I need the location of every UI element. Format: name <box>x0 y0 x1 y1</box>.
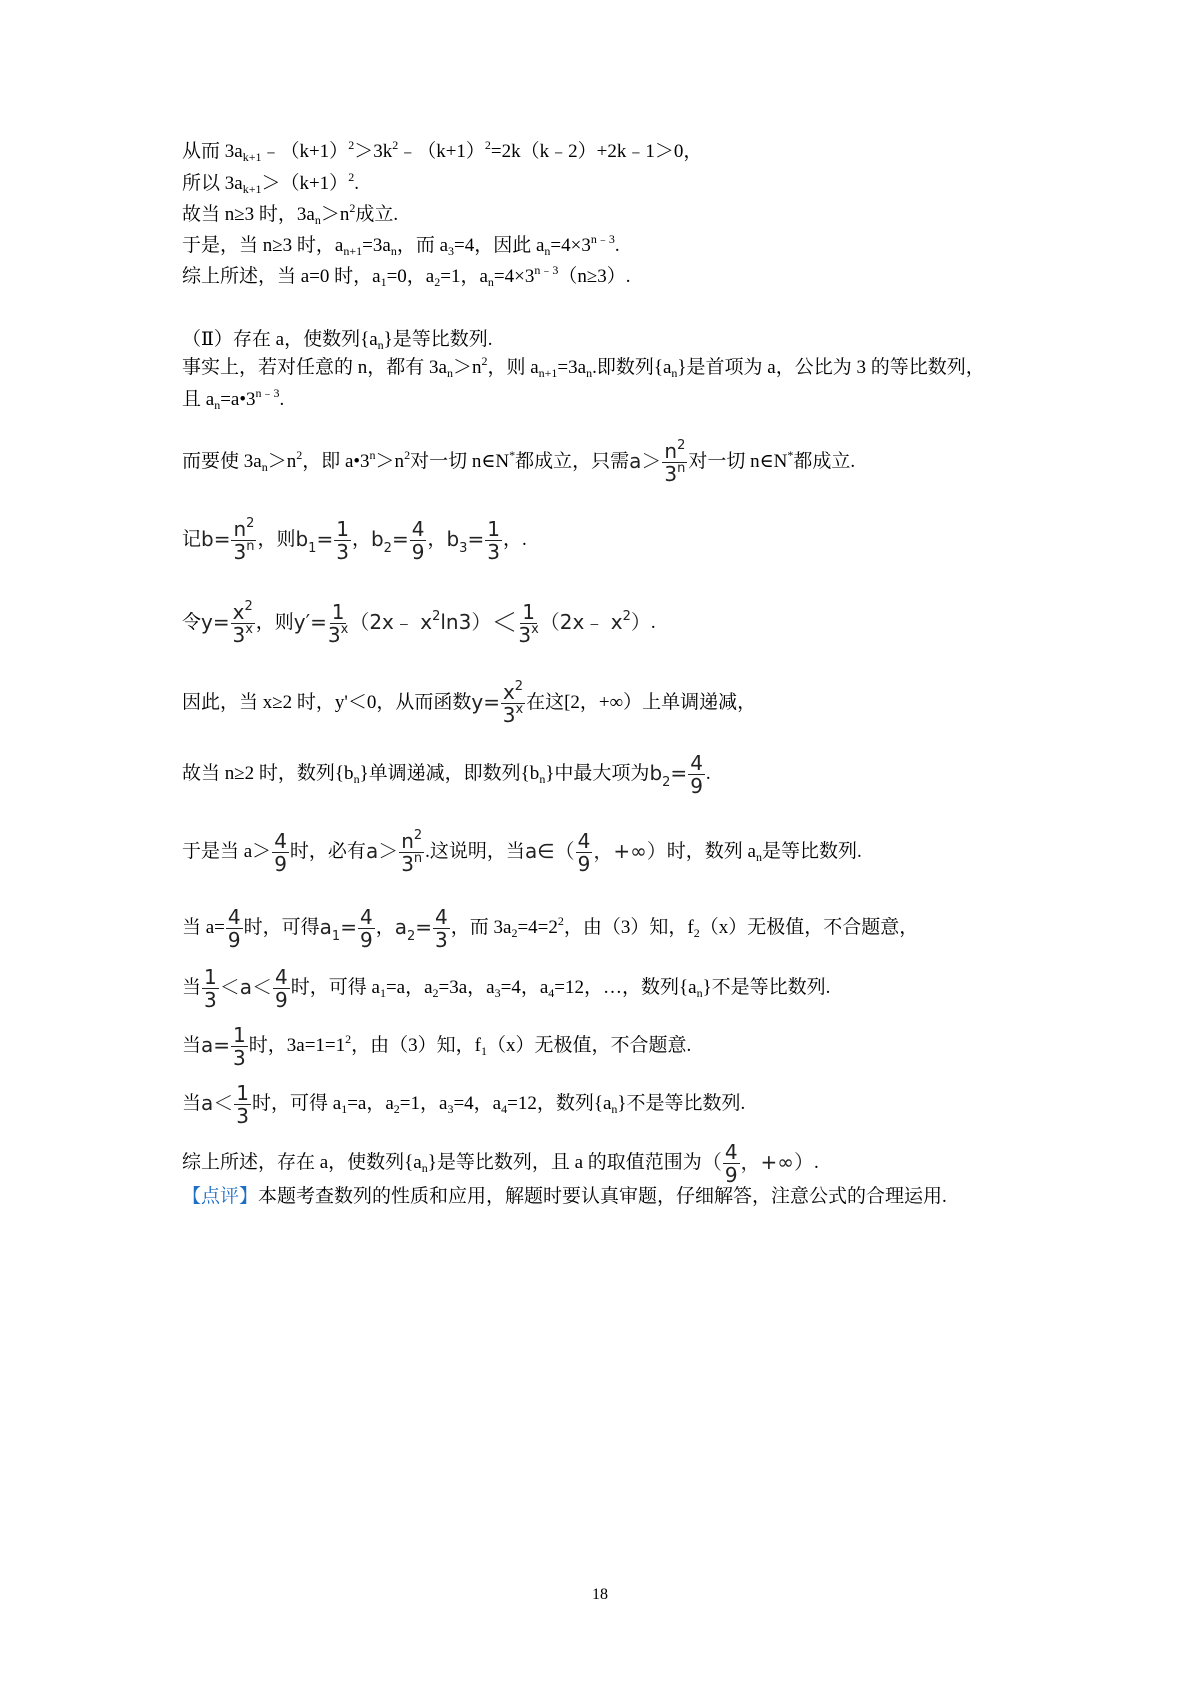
review-tag: 【点评】 <box>182 1186 259 1207</box>
formula-b3: $b_3=$ $\frac{1}{3}$ <box>446 517 500 564</box>
formula-range-third-to-four-ninths: $\frac{1}{3}$ ＜a＜ $\frac{4}{9}$ <box>204 965 288 1012</box>
formula-y-derivative: y′= $\frac{1}{3^x}$ （2x﹣ $x^2\ln 3)<$ $\frac{1}{3^x}$ （2x﹣ $x^2$） <box>293 600 651 647</box>
text-line: 综上所述，存在 a，使数列$\{a_n\}$是等比数列，且 a 的取值范围为（ $\frac{4}{9}$ ，+∞）. <box>182 1140 819 1187</box>
formula-a-gt-n2-over-3n: a＞ $\frac{n^2}{3^n}$ <box>365 828 423 876</box>
text-line: 故当 n≥2 时，数列$\{b_n\}$单调递减，即数列$\{b_n\}$中最大项为$b_2=$ $\frac{4}{9}$ . <box>182 751 711 798</box>
formula-a-eq-third: a= $\frac{1}{3}$ <box>201 1023 246 1070</box>
text-line: 当 $\frac{1}{3}$ ＜a＜ $\frac{4}{9}$ 时，可得 $a_1=a$，$a_2=3a$，$a_3=4$，$a_4=12$，…，数列$\{a_n\}$不是等比数列. <box>182 965 831 1012</box>
text-line: 当a＜ $\frac{1}{3}$ 时，可得 $a_1=a$，$a_2=1$，$a_3=4$，$a_4=12$，数列$\{a_n\}$不是等比数列. <box>182 1081 746 1128</box>
text-line: 记b= $\frac{n^2}{3^n}$ ，则$b_1=$ $\frac{1}{3}$ ，$b_2=$ $\frac{4}{9}$ ，$b_3=$ $\frac{1}{3}$ ，. <box>182 516 527 564</box>
text-line: 综上所述，当 a=0 时，$a_1=0$，$a_2=1$，$a_n=4\times 3^{n﹣3}(n\ge 3)$. <box>182 263 631 289</box>
formula-a-lt-third: a＜ $\frac{1}{3}$ <box>201 1081 250 1128</box>
text-line: 当 a= $\frac{4}{9}$ 时，可得$a_1=$ $\frac{4}{9}$ ，$a_2=$ $\frac{4}{3}$ ，而 $3a_2=4=2^2$，由（3）知，$f_2(x)$无极值，不合题意， <box>182 905 919 952</box>
formula-a-in-interval: a∈（ $\frac{4}{9}$ ，+∞） <box>524 829 667 876</box>
text-paragraph: 事实上，若对任意的 n，都有 $3a_n>n^2$，则 $a_{n+1}=3a_n$.即数列$\{a_n\}$是首项为 a，公比为 3 的等比数列，且 $a_n=a•3^{n﹣3}$. <box>182 354 985 412</box>
formula-four-ninths: $\frac{4}{9}$ <box>274 829 287 876</box>
formula-b2-max: $b_2=$ $\frac{4}{9}$ <box>649 751 703 798</box>
text-line: 于是，当 n≥3 时，$a_{n+1}=3a_n$，而 $a_3=4$，因此 $a_n=4\times 3^{n﹣3}$. <box>182 232 620 258</box>
formula-four-ninths: $\frac{4}{9}$ <box>227 905 241 952</box>
text-line: 令y= $\frac{x^2}{3^x}$ ，则y′= $\frac{1}{3^x}$ （2x﹣ $x^2\ln 3)<$ $\frac{1}{3^x}$ （2x﹣ $x^2$）. <box>182 599 656 647</box>
formula-b-def: b= $\frac{n^2}{3^n}$ <box>201 516 255 564</box>
text-line: 从而 $3a_{k+1}﹣(k+1)^2>3k^2﹣(k+1)^2=2k(k﹣2)+2k﹣1>0$， <box>182 138 703 164</box>
text-line: 因此，当 x≥2 时，y'＜0，从而函数y= $\frac{x^2}{3^x}$ 在这[2，+∞）上单调递减， <box>182 679 757 727</box>
formula-y-func: y= $\frac{x^2}{3^x}$ <box>471 679 524 727</box>
text-line: 所以 $3a_{k+1}>(k+1)^2$. <box>182 170 359 196</box>
text-line: （Ⅱ）存在 a，使数列$\{a_n\}$是等比数列. <box>182 329 493 352</box>
text-line: 于是当 a＞ $\frac{4}{9}$ 时，必有a＞ $\frac{n^2}{3^n}$ .这说明，当a∈（ $\frac{4}{9}$ ，+∞）时，数列 $a_n$是等比数列. <box>182 828 862 876</box>
formula-b2: $b_2=$ $\frac{4}{9}$ <box>370 517 425 564</box>
formula-y-def: y= $\frac{x^2}{3^x}$ <box>201 599 253 647</box>
formula-a-gt-n2-over-3n: a＞ $\frac{n^2}{3^n}$ <box>629 438 686 486</box>
review-comment: 【点评】本题考查数列的性质和应用，解题时要认真审题，仔细解答，注意公式的合理运用. <box>182 1186 947 1207</box>
formula-answer-interval: （ $\frac{4}{9}$ ，+∞） <box>701 1140 814 1187</box>
text-line: 而要使 $3a_n>n^2$，即 $a•3^n>n^2$对一切 n∈N*都成立，只需a＞ $\frac{n^2}{3^n}$ 对一切 n∈N*都成立. <box>182 438 856 486</box>
formula-a2: $a_2=$ $\frac{4}{3}$ <box>394 905 448 952</box>
text-line: 故当 n≥3 时，$3a_n>n^2$成立. <box>182 201 399 227</box>
formula-b1: $b_1=$ $\frac{1}{3}$ <box>295 517 349 564</box>
page-number: 18 <box>592 1586 608 1603</box>
formula-a1: $a_1=$ $\frac{4}{9}$ <box>319 905 373 952</box>
text-line: 当a= $\frac{1}{3}$ 时，$3a=1=1^2$，由（3）知，$f_1(x)$无极值，不合题意. <box>182 1023 692 1070</box>
